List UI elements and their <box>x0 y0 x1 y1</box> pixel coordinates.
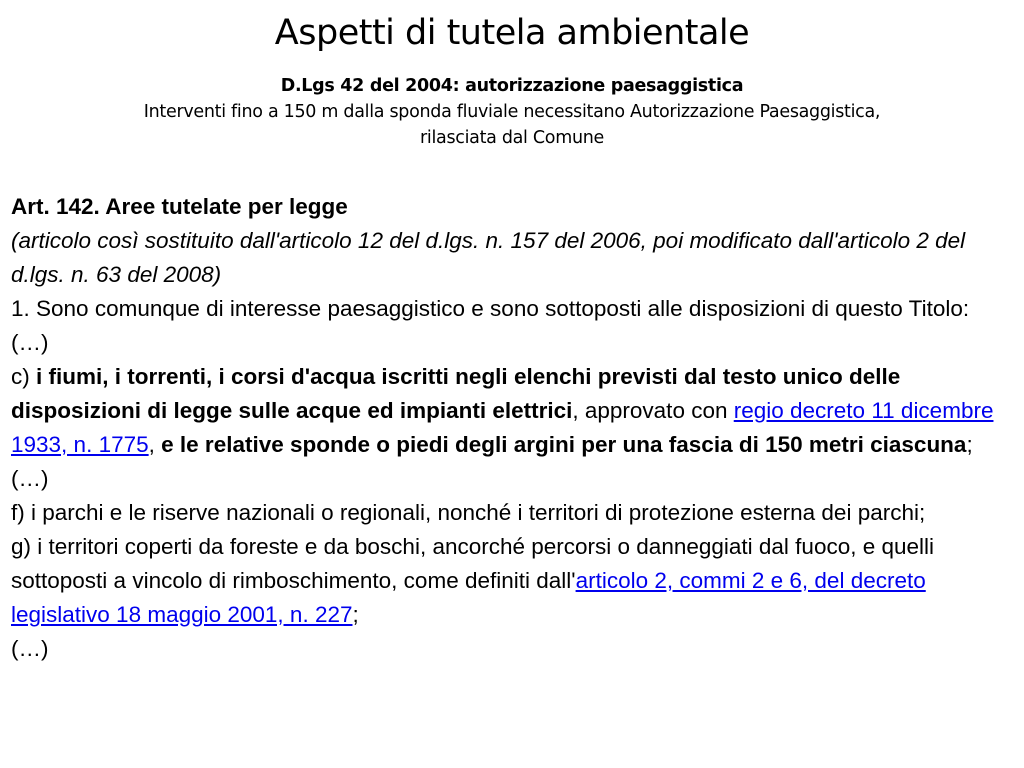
clause-c-mid: , approvato con <box>572 398 734 423</box>
article-body <box>11 190 1016 666</box>
paragraph-1: 1. Sono comunque di interesse paesaggistico e sono sottoposti alle disposizioni di questo Titolo: <box>11 296 970 321</box>
clause-c-prefix: c) <box>11 364 36 389</box>
ellipsis-2: (…) <box>11 466 49 491</box>
decreto-legislativo-link[interactable]: articolo 2, commi 2 e 6, del decreto legislativo 18 maggio 2001, n. 227 <box>11 568 926 627</box>
regio-decreto-link[interactable]: regio decreto 11 dicembre 1933, n. 1775 <box>11 398 994 457</box>
clause-g <box>11 530 1016 632</box>
clause-c <box>11 360 1016 462</box>
subtitle-heading: D.Lgs 42 del 2004: autorizzazione paesaggistica <box>280 76 744 96</box>
ellipsis-1: (…) <box>11 330 49 355</box>
clause-c-bold-1: i fiumi, i torrenti, i corsi d'acqua iscritti negli elenchi previsti dal testo unico delle disposizioni di legge sulle acque ed impianti elettrici <box>11 364 901 423</box>
article-note: (articolo così sostituito dall'articolo 12 del d.lgs. n. 157 del 2006, poi modificato dall'articolo 2 del d.lgs. n. 63 del 2008) <box>11 228 966 287</box>
subtitle-block <box>0 73 1024 151</box>
clause-g-text: g) i territori coperti da foreste e da boschi, ancorché percorsi o danneggiati dal fuoco, e quelli sottoposti a vincolo di rimboschimento, come definiti dall' <box>11 534 935 593</box>
ellipsis-3: (…) <box>11 636 49 661</box>
clause-f: f) i parchi e le riserve nazionali o regionali, nonché i territori di protezione esterna dei parchi; <box>11 500 926 525</box>
subtitle-text: Interventi fino a 150 m dalla sponda fluviale necessitano Autorizzazione Paesaggistica, <box>143 102 881 122</box>
slide-title: Aspetti di tutela ambientale <box>274 13 750 53</box>
clause-c-end: ; <box>966 432 973 457</box>
clause-g-end: ; <box>352 602 359 627</box>
clause-c-after-link: , <box>148 432 162 457</box>
subtitle-text-2: rilasciata dal Comune <box>420 128 604 148</box>
article-heading: Art. 142. Aree tutelate per legge <box>11 194 348 219</box>
clause-c-bold-2: e le relative sponde o piedi degli argini per una fascia di 150 metri ciascuna <box>161 432 967 457</box>
